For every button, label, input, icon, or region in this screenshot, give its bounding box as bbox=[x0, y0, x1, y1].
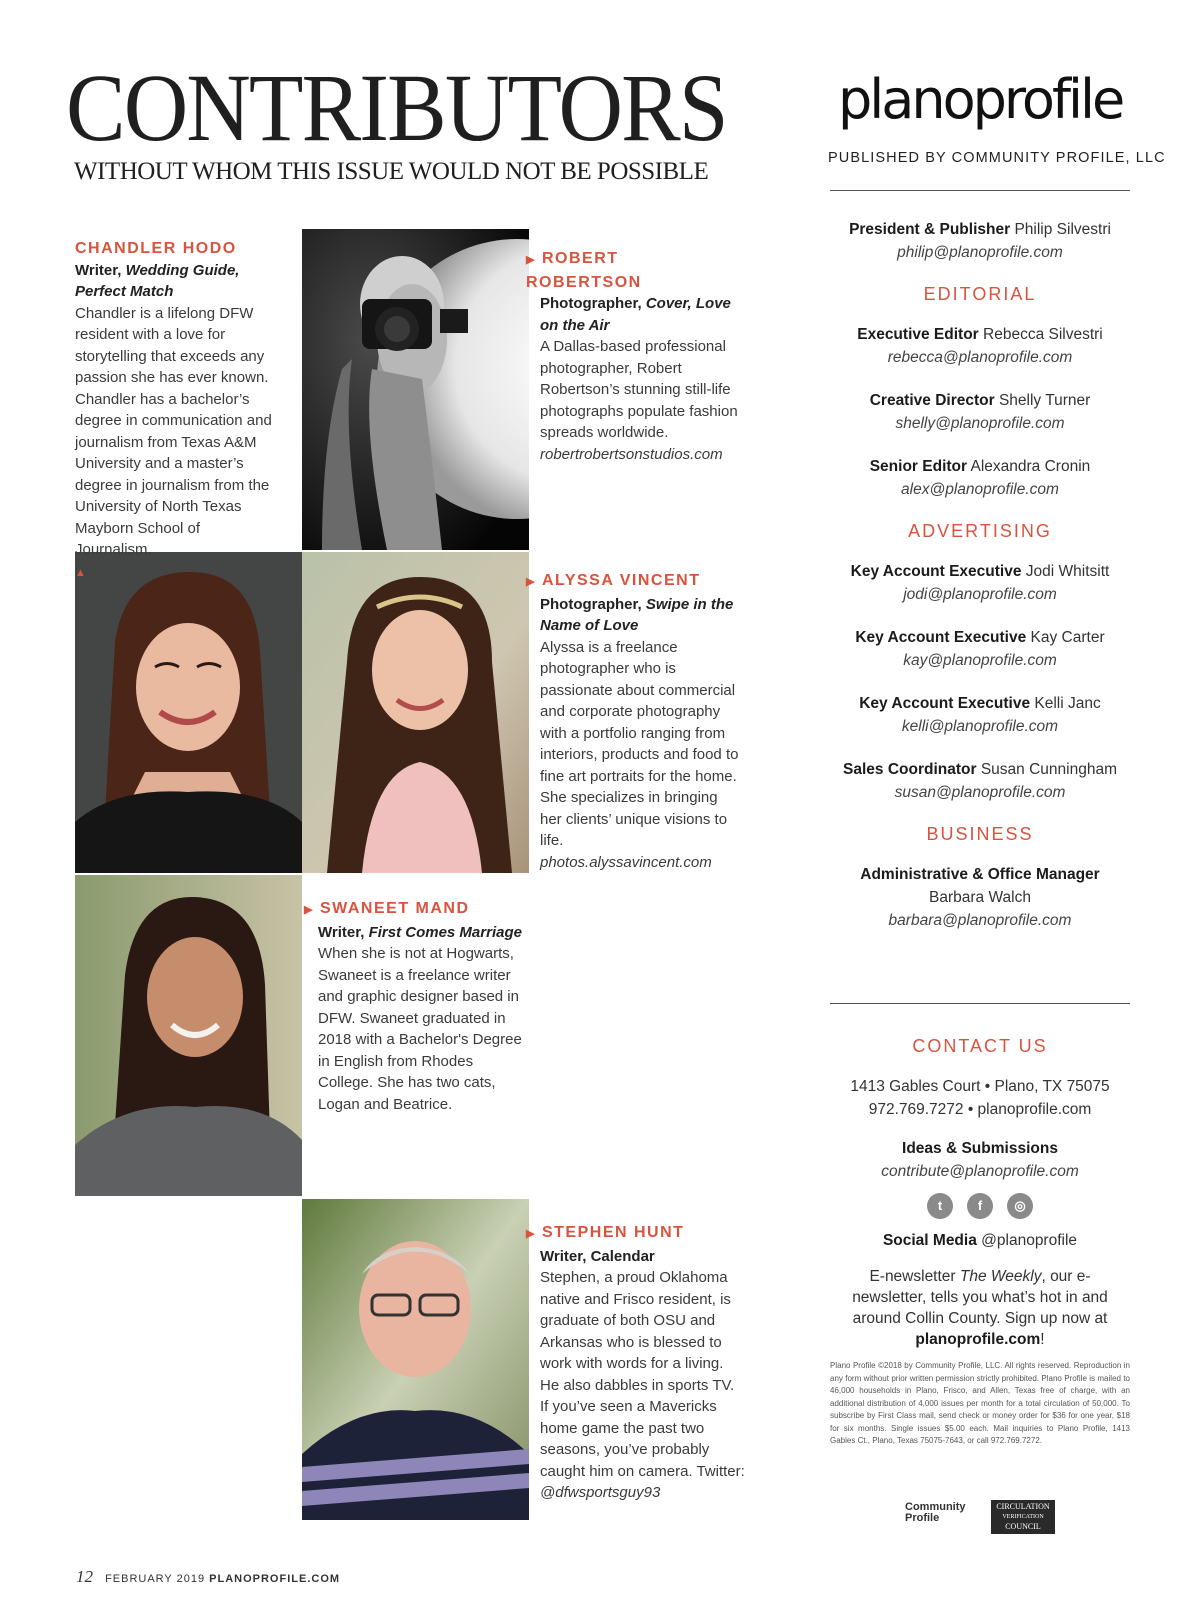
twitter-handle[interactable]: @dfwsportsguy93 bbox=[540, 1484, 661, 1501]
robert-robertson-photo bbox=[302, 229, 529, 550]
social-handle[interactable]: @planoprofile bbox=[981, 1232, 1078, 1249]
email-link[interactable]: barbara@planoprofile.com bbox=[888, 912, 1072, 929]
newsletter-link[interactable]: planoprofile.com bbox=[915, 1331, 1041, 1348]
ideas-submissions: Ideas & Submissions contribute@planoprofile.com bbox=[830, 1137, 1130, 1183]
alyssa-vincent-photo bbox=[302, 552, 529, 873]
masthead-entry: President & Publisher Philip Silvestri philip@planoprofile.com bbox=[830, 218, 1130, 264]
contributor-name: ROBERT ROBERTSON bbox=[526, 250, 642, 291]
email-link[interactable]: kelli@planoprofile.com bbox=[901, 718, 1059, 735]
email-link[interactable]: shelly@planoprofile.com bbox=[895, 415, 1065, 432]
contributor-website[interactable]: photos.alyssavincent.com bbox=[540, 853, 712, 871]
contributor-role: Writer, First Comes Marriage bbox=[318, 923, 522, 941]
email-link[interactable]: rebecca@planoprofile.com bbox=[887, 349, 1073, 366]
contributor-bio-alyssa-vincent bbox=[526, 570, 740, 873]
page-footer bbox=[76, 1567, 340, 1587]
contributor-website[interactable]: robertrobertsonstudios.com bbox=[540, 445, 723, 463]
email-link[interactable]: philip@planoprofile.com bbox=[897, 244, 1063, 261]
contributor-role: Photographer, Cover, Love on the Air bbox=[540, 295, 731, 334]
contributor-bio-swaneet-mand bbox=[304, 898, 523, 1115]
contributor-bio-chandler-hodo bbox=[75, 238, 280, 584]
masthead-entry: Sales Coordinator Susan Cunningham susan@planoprofile.com bbox=[830, 758, 1130, 804]
twitter-icon[interactable]: t bbox=[927, 1193, 953, 1219]
issue-date: FEBRUARY 2019 bbox=[105, 1573, 206, 1585]
fine-print: Plano Profile ©2018 by Community Profile, LLC. All rights reserved. Reproduction in any form without prior written permission strictly prohibited. Plano Profile is mailed to 46,000 households in Plano, Frisco, and Allen, Texas free of charge, with an additional distribution of 4,000 issues per month for a total circulation of 50,000. To subscribe by First Class mail, send check or money order for $36 for one year, $18 for six months. Single issues $5.00 each. Mail inquiries to Plano Profile, 1413 Gables Ct., Plano, Texas 75075-7643, or call 972.769.7272. bbox=[830, 1361, 1130, 1445]
circulation-verification-council-logo: CIRCULATION VERIFICATION COUNCIL bbox=[991, 1500, 1055, 1534]
email-link[interactable]: alex@planoprofile.com bbox=[901, 481, 1059, 498]
social-icons bbox=[830, 1193, 1130, 1219]
community-profile-logo: Community Profile bbox=[905, 1501, 966, 1524]
page-number: 12 bbox=[76, 1567, 93, 1586]
masthead-entry: Executive Editor Rebecca Silvestri rebecca@planoprofile.com bbox=[830, 323, 1130, 369]
email-link[interactable]: contribute@planoprofile.com bbox=[881, 1163, 1079, 1180]
contributor-name: STEPHEN HUNT bbox=[541, 1224, 685, 1241]
email-link[interactable]: susan@planoprofile.com bbox=[894, 784, 1066, 801]
footer-site: PLANOPROFILE.COM bbox=[209, 1573, 341, 1585]
page-title: CONTRIBUTORS bbox=[66, 54, 727, 161]
contributor-bio-text: Chandler is a lifelong DFW resident with a love for storytelling that exceeds any passion she has ever known. Chandler has a bachelor’s degree in communication and journalism from Texas A&M University and a master’s degree in journalism from the University of North Texas Mayborn School of Journalism. bbox=[75, 304, 272, 558]
contributor-bio-text: Stephen, a proud Oklahoma native and Frisco resident, is graduate of both OSU and Arkansas who is blessed to work with words for a living. He also dabbles in sports TV. If you’ve seen a Mavericks home game the past two seasons, you’ve probably caught him on camera. Twitter: @dfwsportsguy93 bbox=[540, 1269, 745, 1501]
contributor-role: Photographer, Swipe in the Name of Love bbox=[540, 595, 734, 634]
arrow-right-icon: ▶ bbox=[526, 576, 536, 588]
stephen-hunt-photo bbox=[302, 1199, 529, 1520]
divider bbox=[830, 1003, 1130, 1004]
contributor-role: Writer, Wedding Guide, Perfect Match bbox=[75, 261, 240, 300]
divider bbox=[830, 190, 1130, 191]
contributor-name: SWANEET MAND bbox=[319, 900, 470, 917]
masthead bbox=[830, 218, 1130, 952]
masthead-entry: Key Account Executive Jodi Whitsitt jodi@planoprofile.com bbox=[830, 560, 1130, 606]
instagram-icon[interactable]: ◎ bbox=[1007, 1193, 1033, 1219]
section-heading-advertising: ADVERTISING bbox=[908, 521, 1052, 541]
facebook-icon[interactable]: f bbox=[967, 1193, 993, 1219]
contributor-bio-stephen-hunt bbox=[526, 1222, 745, 1504]
arrow-right-icon: ▶ bbox=[526, 254, 536, 266]
contact-section bbox=[830, 1032, 1130, 1448]
masthead-entry: Key Account Executive Kay Carter kay@planoprofile.com bbox=[830, 626, 1130, 672]
masthead-entry: Senior Editor Alexandra Cronin alex@planoprofile.com bbox=[830, 455, 1130, 501]
contributor-bio-text: When she is not at Hogwarts, Swaneet is a freelance writer and graphic designer based in DFW. Swaneet graduated in 2018 with a Bachelor's Degree in English from Rhodes College. She has two cats, Logan and Beatrice. bbox=[318, 945, 522, 1113]
section-heading-business: BUSINESS bbox=[926, 824, 1034, 844]
email-link[interactable]: kay@planoprofile.com bbox=[903, 652, 1057, 669]
published-by: PUBLISHED BY COMMUNITY PROFILE, LLC bbox=[828, 150, 1166, 166]
contributor-name: CHANDLER HODO bbox=[75, 240, 237, 257]
contributor-name: ALYSSA VINCENT bbox=[541, 572, 701, 589]
contributor-bio-robert-robertson bbox=[526, 248, 740, 465]
chandler-hodo-photo bbox=[75, 552, 302, 873]
contributor-bio-text: A Dallas-based professional photographer, Robert Robertson’s stunning still-life photographs populate fashion spreads worldwide. bbox=[540, 338, 738, 441]
arrow-up-icon: ▲ bbox=[75, 566, 86, 579]
newsletter-text: E-newsletter The Weekly, our e-newsletter, tells you what’s hot in and around Collin County. Sign up now at planoprofile.com! bbox=[852, 1268, 1108, 1348]
arrow-right-icon: ▶ bbox=[304, 904, 314, 916]
masthead-entry: Administrative & Office Manager Barbara Walch barbara@planoprofile.com bbox=[830, 863, 1130, 932]
section-heading-editorial: EDITORIAL bbox=[923, 284, 1037, 304]
masthead-entry: Creative Director Shelly Turner shelly@planoprofile.com bbox=[830, 389, 1130, 435]
planoprofile-logo: planoprofile bbox=[838, 68, 1123, 131]
contact-address: 1413 Gables Court • Plano, TX 75075 972.769.7272 • planoprofile.com bbox=[850, 1078, 1110, 1118]
email-link[interactable]: jodi@planoprofile.com bbox=[903, 586, 1057, 603]
masthead-entry: Key Account Executive Kelli Janc kelli@planoprofile.com bbox=[830, 692, 1130, 738]
swaneet-mand-photo bbox=[75, 875, 302, 1196]
contributor-bio-text: Alyssa is a freelance photographer who is passionate about commercial and corporate photography with a portfolio ranging from interiors, products and food to fine art portraits for the home. She specializes in bringing her clients’ unique visions to life. bbox=[540, 638, 739, 849]
section-heading-contact: CONTACT US bbox=[912, 1036, 1048, 1056]
arrow-right-icon: ▶ bbox=[526, 1228, 536, 1240]
social-media: Social Media @planoprofile bbox=[882, 1232, 1078, 1249]
contributor-role: Writer, Calendar bbox=[540, 1247, 655, 1265]
page-subtitle: WITHOUT WHOM THIS ISSUE WOULD NOT BE POSSIBLE bbox=[74, 158, 709, 185]
